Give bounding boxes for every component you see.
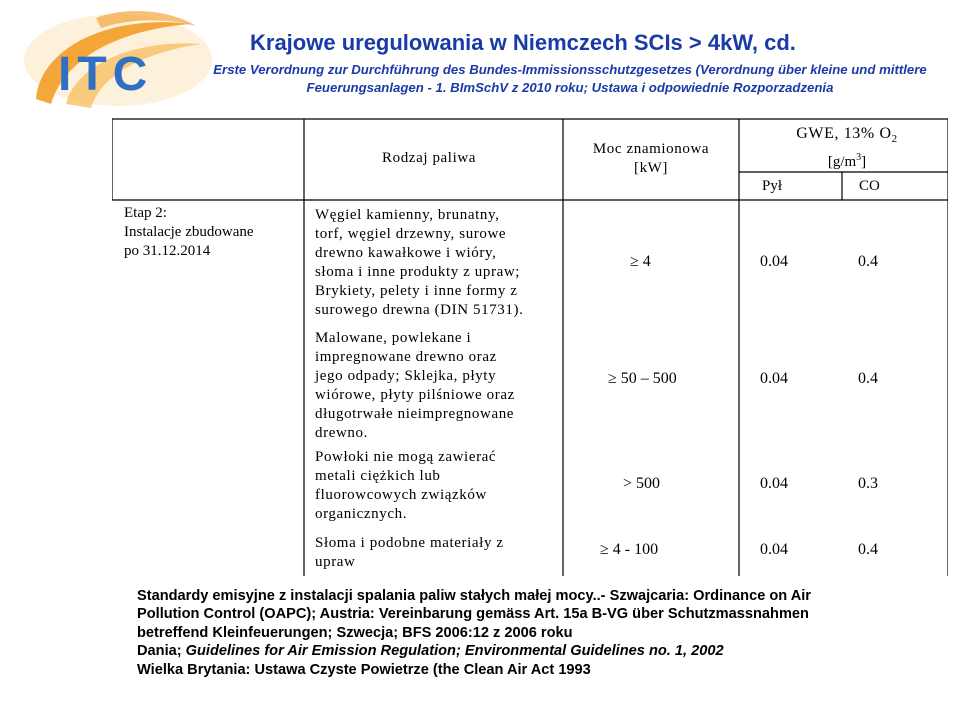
fuel-line: impregnowane drewno oraz [315,349,497,365]
emission-table [112,118,948,576]
header-gwe [762,124,932,149]
table-row-dust: 0.04 [760,253,788,270]
table-row-co: 0.4 [858,541,878,558]
fuel-line: organicznych. [315,506,408,522]
fuel-line: Brykiety, pelety i inne formy z [315,283,518,299]
header-unit [762,148,932,172]
header-gwe-text: GWE, 13% O [796,125,892,142]
fuel-line: wiórowe, płyty pilśniowe oraz [315,387,515,403]
table-row-co: 0.4 [858,370,878,387]
stage-line2: Instalacje zbudowane [124,224,254,240]
table-row-power: > 500 [623,475,661,492]
fuel-line: drewno kawałkowe i wióry, [315,245,497,261]
table-row-dust: 0.04 [760,370,788,387]
page-title: Krajowe uregulowania w Niemczech SCIs > 4kW, cd. [250,30,796,55]
fuel-line: Węgiel kamienny, brunatny, [315,207,500,223]
table-row-fuel [315,206,523,320]
table-row-power: ≥ 4 [630,253,651,270]
footer-line: Standardy emisyjne z instalacji spalania paliw stałych małej mocy..- Szwajcaria: Ordinance on Air [137,588,811,604]
fuel-line: drewno. [315,425,368,441]
fuel-line: fluorowcowych związków [315,487,487,503]
header-unit-sup: 3 [856,152,862,163]
fuel-line: długotrwałe nieimpregnowane [315,406,515,422]
footer-line: Wielka Brytania: Ustawa Czyste Powietrze (the Clean Air Act 1993 [137,661,591,678]
table-row-co: 0.3 [858,475,878,492]
footer-line: Pollution Control (OAPC); Austria: Vereinbarung gemäss Art. 15a B-VG über Schutzmassnahmen [137,606,809,623]
header-unit-post: ] [861,154,867,170]
footer-line-italic: Guidelines for Air Emission Regulation; Environmental Guidelines no. 1, 2002 [185,643,724,660]
header-dust: Pył [762,178,783,194]
fuel-line: słoma i inne produkty z upraw; [315,264,521,280]
logo-text: ITC [58,48,154,101]
fuel-line: surowego drewna (DIN 51731). [315,302,524,318]
footer-line: betreffend Kleinfeuerungen; Szwecja; BFS 2006:12 z 2006 roku [137,624,573,641]
header-co: CO [859,178,880,194]
fuel-line: jego odpady; Sklejka, płyty [315,368,497,384]
table-row-co: 0.4 [858,253,878,270]
header-rated-power-line2: [kW] [633,160,669,176]
page-subtitle: Erste Verordnung zur Durchführung des Bundes-Immissionsschutzgesetzes (Verordnung über kleine und mittlere Feuerungsanlagen - 1. BImSchV z 2010 roku; Ustawa i odpowiednie Rozporzadzenia [213,62,927,95]
stage-line1: Etap 2: [124,205,167,221]
itc-logo [6,4,216,116]
table-row-dust: 0.04 [760,541,788,558]
fuel-line: Powłoki nie mogą zawierać [315,449,497,465]
table-row-power: ≥ 50 – 500 [608,370,677,387]
fuel-line: Malowane, powlekane i [315,330,472,346]
stage-line3: po 31.12.2014 [124,243,211,259]
fuel-line: Słoma i podobne materiały z [315,535,504,551]
header-rated-power-line1: Moc znamionowa [592,141,710,157]
footer-notes [137,587,952,679]
fuel-line: torf, węgiel drzewny, surowe [315,226,507,242]
header-gwe-subscript: 2 [891,133,898,146]
table-row-fuel [315,534,504,572]
table-row-dust: 0.04 [760,475,788,492]
table-row-power: ≥ 4 - 100 [600,541,659,558]
stage-label [124,204,254,261]
table-grid [112,118,948,576]
footer-line [137,642,952,660]
fuel-line: metali ciężkich lub [315,468,441,484]
header-unit-pre: [g/m [827,154,857,170]
table-row-fuel [315,448,496,524]
header-rated-power [576,140,726,178]
table-row-fuel [315,329,515,443]
footer-line-text: Dania; [137,643,186,660]
fuel-line: upraw [315,554,356,570]
header-fuel-type: Rodzaj paliwa [382,150,477,166]
